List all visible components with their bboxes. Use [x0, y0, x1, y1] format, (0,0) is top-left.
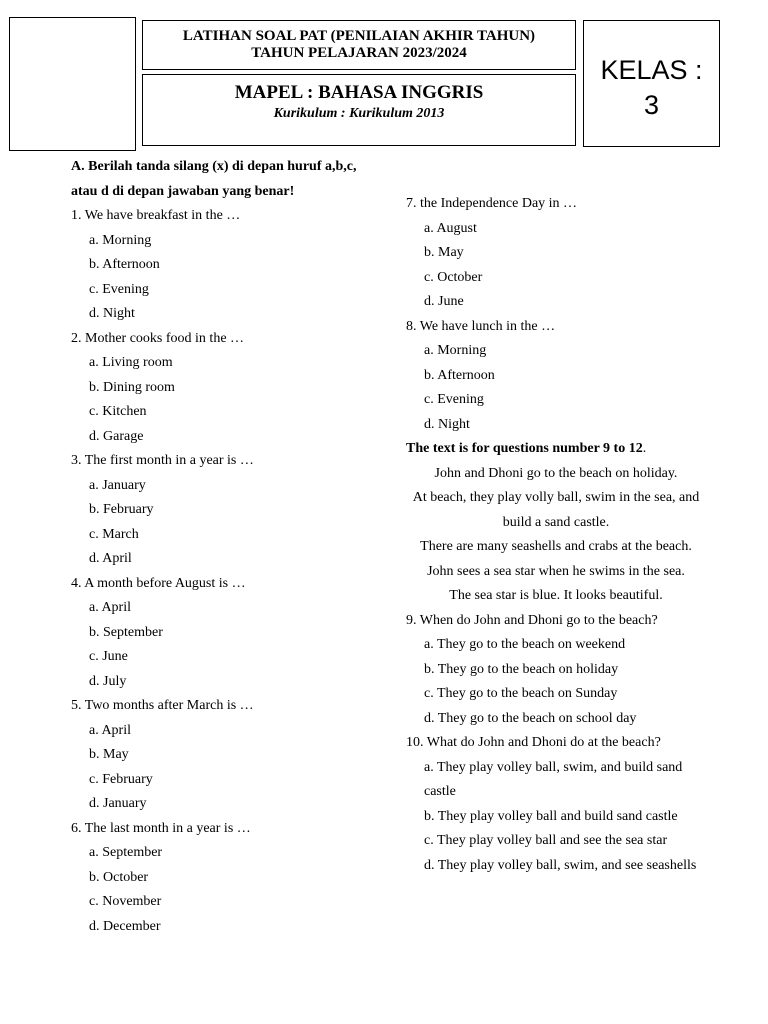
option-8b[interactable]: b. Afternoon	[424, 367, 495, 383]
option-6b[interactable]: b. October	[89, 869, 149, 885]
reading-intro	[406, 437, 706, 462]
option-4b[interactable]: b. September	[89, 624, 163, 640]
curriculum-label: Kurikulum : Kurikulum 2013	[273, 106, 445, 121]
option-9a[interactable]: a. They go to the beach on weekend	[424, 637, 626, 652]
left-column	[71, 155, 391, 939]
option-7a[interactable]: a. August	[424, 220, 477, 236]
option-2d[interactable]: d. Garage	[89, 428, 144, 444]
option-10a[interactable]: a. They play volley ball, swim, and build sand	[424, 759, 683, 775]
option-8c[interactable]: c. Evening	[424, 392, 484, 407]
kelas-value: 3	[643, 90, 660, 120]
reading-intro-text: The text is for questions number 9 to 12	[406, 441, 643, 456]
option-1a[interactable]: a. Morning	[89, 232, 152, 248]
option-8a[interactable]: a. Morning	[424, 343, 487, 358]
kelas-box	[583, 20, 720, 147]
option-10d[interactable]: d. They play volley ball, swim, and see seashells	[424, 857, 697, 873]
subject-title: MAPEL : BAHASA INGGRIS	[234, 82, 484, 103]
option-9b[interactable]: b. They go to the beach on holiday	[424, 661, 619, 677]
right-column	[406, 192, 706, 878]
option-7c[interactable]: c. October	[424, 269, 483, 285]
option-6a[interactable]: a. September	[89, 845, 163, 860]
option-2b[interactable]: b. Dining room	[89, 379, 175, 395]
option-7b[interactable]: b. May	[424, 245, 464, 260]
option-10b[interactable]: b. They play volley ball and build sand castle	[424, 808, 678, 824]
question-2: 2. Mother cooks food in the …	[71, 330, 245, 346]
option-2c[interactable]: c. Kitchen	[89, 404, 147, 419]
option-6d[interactable]: d. December	[89, 918, 161, 934]
title-box	[142, 20, 576, 70]
option-8d[interactable]: d. Night	[424, 416, 470, 432]
option-3d[interactable]: d. April	[89, 551, 132, 566]
exam-title: LATIHAN SOAL PAT (PENILAIAN AKHIR TAHUN)	[182, 28, 536, 44]
option-4d[interactable]: d. July	[89, 673, 127, 689]
option-9c[interactable]: c. They go to the beach on Sunday	[424, 686, 618, 701]
option-3b[interactable]: b. February	[89, 502, 154, 517]
question-8: 8. We have lunch in the …	[406, 318, 556, 334]
question-6: 6. The last month in a year is …	[71, 820, 251, 836]
option-6c[interactable]: c. November	[89, 894, 162, 909]
subject-box	[142, 74, 576, 146]
reading-line: build a sand castle.	[502, 514, 610, 530]
option-2a[interactable]: a. Living room	[89, 355, 173, 370]
option-10c[interactable]: c. They play volley ball and see the sea star	[424, 833, 668, 848]
reading-line: At beach, they play volly ball, swim in the sea, and	[412, 490, 700, 505]
option-1c[interactable]: c. Evening	[89, 281, 149, 297]
school-year: TAHUN PELAJARAN 2023/2024	[251, 45, 467, 61]
option-1d[interactable]: d. Night	[89, 306, 135, 321]
kelas-label: KELAS :	[600, 55, 703, 85]
logo-box	[9, 17, 136, 151]
option-5d[interactable]: d. January	[89, 796, 147, 811]
question-1: 1. We have breakfast in the …	[71, 208, 241, 223]
instruction-line: atau d di depan jawaban yang benar!	[71, 183, 295, 199]
option-4a[interactable]: a. April	[89, 600, 131, 615]
question-4: 4. A month before August is …	[71, 575, 246, 591]
reading-line: There are many seashells and crabs at the beach.	[420, 539, 692, 554]
option-5a[interactable]: a. April	[89, 722, 131, 738]
question-7: 7. the Independence Day in …	[406, 196, 578, 211]
option-3c[interactable]: c. March	[89, 526, 139, 542]
option-5b[interactable]: b. May	[89, 747, 129, 762]
option-3a[interactable]: a. January	[89, 477, 146, 493]
question-3: 3. The first month in a year is …	[71, 453, 254, 468]
question-5: 5. Two months after March is …	[71, 698, 254, 713]
reading-line: John and Dhoni go to the beach on holiday.	[434, 465, 678, 481]
question-9: 9. When do John and Dhoni go to the beach?	[406, 612, 658, 628]
question-10: 10. What do John and Dhoni do at the beach?	[406, 735, 661, 750]
instruction-line: A. Berilah tanda silang (x) di depan huruf a,b,c,	[71, 159, 357, 174]
option-1b[interactable]: b. Afternoon	[89, 257, 160, 272]
option-10a-continued: castle	[424, 784, 456, 799]
reading-intro-end: .	[642, 441, 647, 456]
reading-line: John sees a sea star when he swims in the sea.	[427, 563, 685, 579]
reading-line: The sea star is blue. It looks beautiful.	[449, 588, 663, 603]
option-4c[interactable]: c. June	[89, 649, 128, 664]
option-9d[interactable]: d. They go to the beach on school day	[424, 710, 637, 726]
option-5c[interactable]: c. February	[89, 771, 153, 787]
option-7d[interactable]: d. June	[424, 294, 464, 309]
